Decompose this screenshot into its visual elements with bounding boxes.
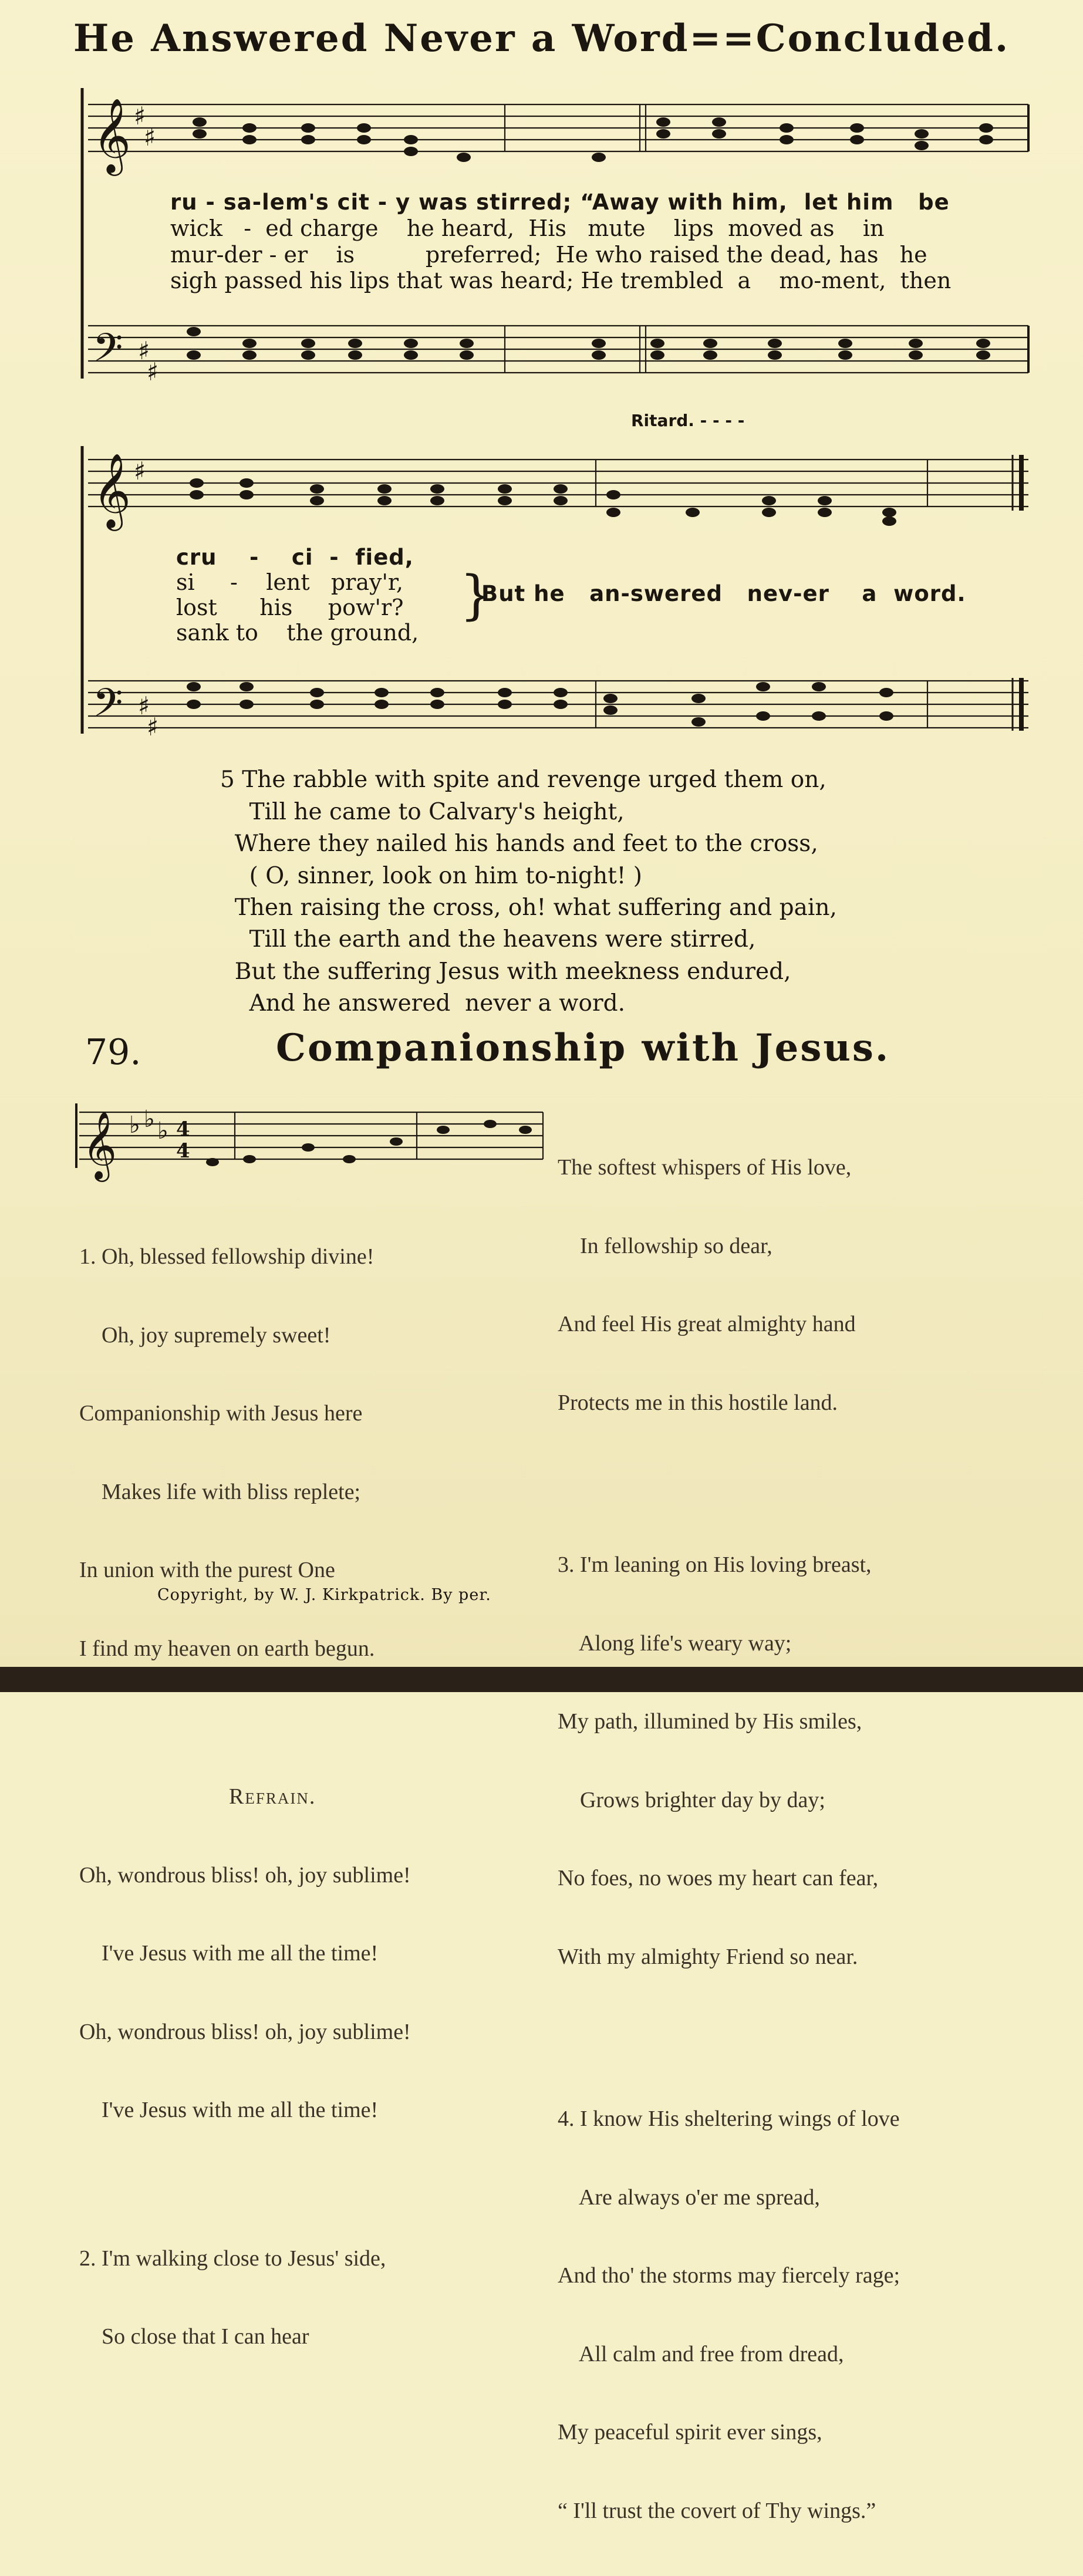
lyric-line: sigh passed his lips that was heard; He trembled a mo-ment, then (170, 268, 952, 293)
refrain-heading: Refrain. (229, 1784, 316, 1809)
hymn-number: 79. (85, 1032, 141, 1073)
verse-line: 1. Oh, blessed fellowship divine! (79, 1244, 375, 1269)
refrain-line: I've Jesus with me all the time! (79, 1941, 379, 1966)
brace-glyph: } (460, 565, 494, 626)
svg-text:♯: ♯ (147, 357, 159, 386)
verse-line: All calm and free from dread, (558, 2341, 844, 2366)
verse-line: “ I'll trust the covert of Thy wings.” (558, 2498, 876, 2523)
refrain-line: But he an-swered nev-er a word. (481, 581, 966, 606)
stanza-line: Till he came to Calvary's height, (220, 799, 625, 825)
svg-text:♭: ♭ (157, 1117, 168, 1144)
verse-line: My peaceful spirit ever sings, (558, 2420, 822, 2445)
verse-line: With my almighty Friend so near. (558, 1944, 858, 1969)
page-bottom-edge (0, 1667, 1083, 1692)
stanza-line: 5 The rabble with spite and revenge urged them on, (220, 767, 826, 793)
copyright-notice: Copyright, by W. J. Kirkpatrick. By per. (157, 1586, 491, 1604)
lyric-line: cru - ci - fied, (176, 545, 414, 570)
verse-line: Protects me in this hostile land. (558, 1390, 838, 1415)
stanza-line: Till the earth and the heavens were stirred, (220, 926, 756, 953)
hymn-title: Companionship with Jesus. (276, 1026, 890, 1070)
svg-text:𝄞: 𝄞 (93, 97, 131, 173)
svg-text:♯: ♯ (144, 123, 156, 151)
lyric-line: mur-der - er is preferred; He who raised the dead, has he (170, 242, 927, 268)
verse-line: Companionship with Jesus here (79, 1401, 363, 1426)
lyric-line: ru - sa-lem's cit - y was stirred; “Away with him, let him be (170, 190, 950, 215)
verse-line: My path, illumined by His smiles, (558, 1709, 862, 1734)
svg-text:♯: ♯ (134, 457, 146, 485)
verse-line: In union with the purest One (79, 1558, 335, 1582)
verse-line: Grows brighter day by day; (558, 1787, 825, 1812)
svg-text:𝄞: 𝄞 (93, 453, 131, 528)
lyric-line: si - lent pray'r, (176, 569, 403, 595)
svg-text:♯: ♯ (138, 336, 150, 365)
verse-line: No foes, no woes my heart can fear, (558, 1866, 879, 1890)
svg-text:♯: ♯ (134, 102, 146, 130)
stanza-line: Then raising the cross, oh! what suffering and pain, (220, 894, 837, 921)
svg-text:4: 4 (176, 1117, 190, 1141)
verse-line: 2. I'm walking close to Jesus' side, (79, 2246, 386, 2271)
verse-line: In fellowship so dear, (558, 1233, 772, 1258)
refrain-line: I've Jesus with me all the time! (79, 2098, 379, 2122)
svg-text:♭: ♭ (129, 1112, 140, 1139)
verse-line: I find my heaven on earth begun. (79, 1636, 375, 1661)
verse-line: 4. I know His sheltering wings of love (558, 2106, 900, 2131)
verse-line: And feel His great almighty hand (558, 1312, 856, 1336)
treble-staff-1 (88, 104, 1028, 151)
verse-line: Makes life with bliss replete; (79, 1479, 361, 1504)
verse-line: Along life's weary way; (558, 1630, 792, 1656)
refrain-line: Oh, wondrous bliss! oh, joy sublime! (79, 2019, 411, 2044)
tempo-marking: Ritard. - - - - (631, 411, 745, 430)
stanza-line: Where they nailed his hands and feet to the cross, (220, 830, 818, 857)
stanza-line: But the suffering Jesus with meekness endured, (220, 958, 791, 985)
bass-staff-1 (88, 326, 1028, 373)
svg-text:4: 4 (176, 1139, 190, 1163)
svg-text:𝄢: 𝄢 (93, 680, 123, 735)
svg-text:𝄢: 𝄢 (93, 325, 123, 380)
svg-text:♯: ♯ (138, 691, 150, 720)
verse-line: Are always o'er me spread, (558, 2185, 820, 2210)
stanza-line: ( O, sinner, look on him to-night! ) (220, 863, 643, 889)
svg-text:𝄞: 𝄞 (82, 1110, 117, 1179)
stanza-line: And he answered never a word. (220, 990, 626, 1017)
verse-line: And tho' the storms may fiercely rage; (558, 2263, 900, 2288)
verse-column-right (558, 1102, 900, 2576)
lyric-line: lost his pow'r? (176, 595, 404, 620)
verse-line: Oh, joy supremely sweet! (79, 1322, 331, 1348)
refrain-line: Oh, wondrous bliss! oh, joy sublime! (79, 1862, 411, 1888)
verse-column-left (79, 1191, 411, 2402)
verse-line: 3. I'm leaning on His loving breast, (558, 1552, 872, 1577)
lyric-line: wick - ed charge he heard, His mute lips moved as in (170, 215, 885, 241)
verse-line: The softest whispers of His love, (558, 1155, 852, 1180)
lyric-line: sank to the ground, (176, 620, 419, 646)
page-title: He Answered Never a Word==Concluded. (73, 16, 1010, 60)
verse-line: So close that I can hear (79, 2324, 309, 2349)
svg-text:♯: ♯ (147, 713, 159, 741)
svg-text:♭: ♭ (144, 1106, 155, 1133)
